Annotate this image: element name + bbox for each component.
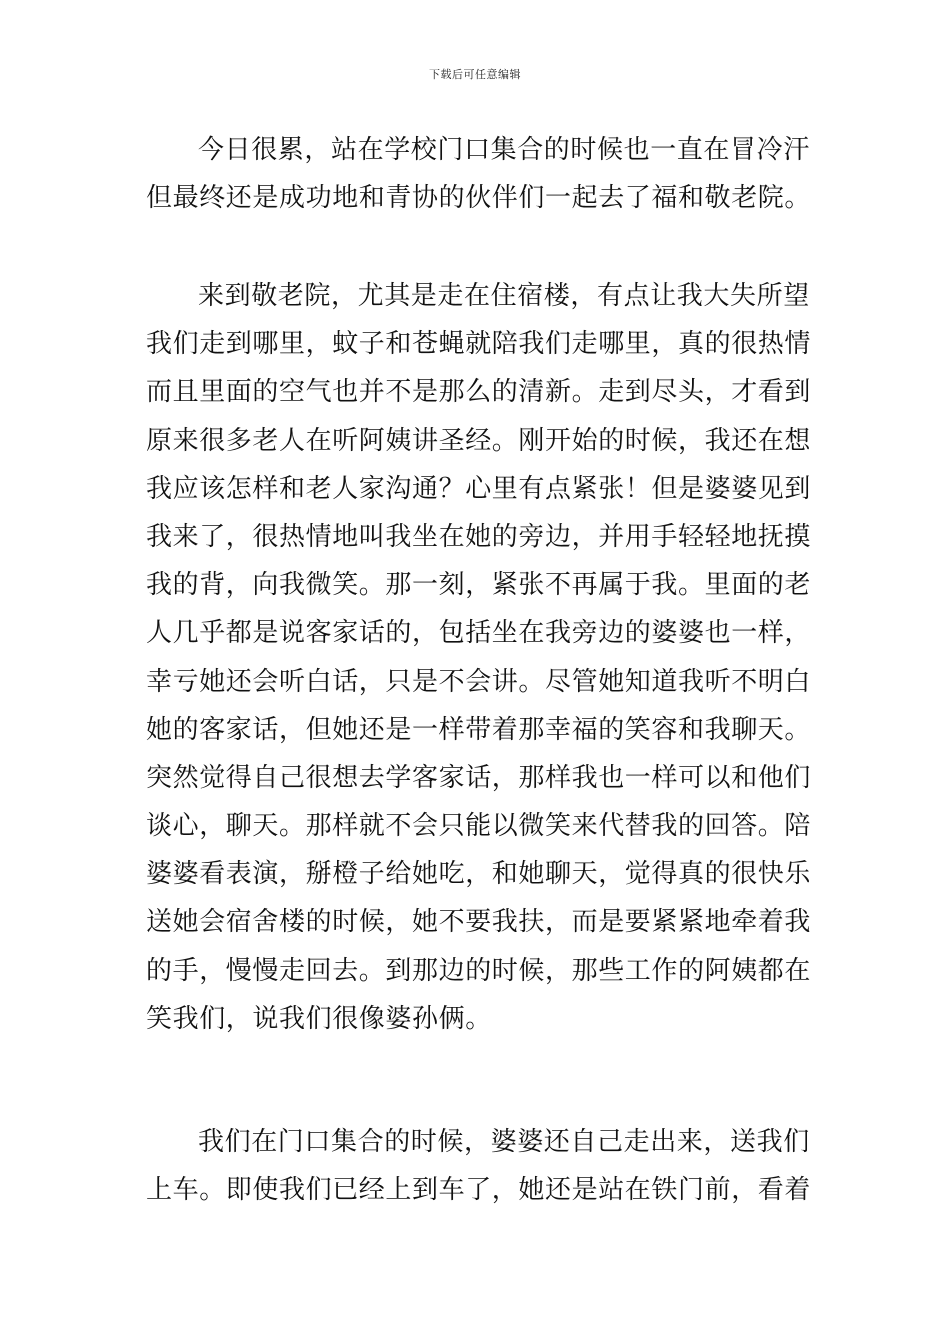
paragraph-2 (146, 272, 814, 1043)
text-line: 而且里面的空气也并不是那么的清新。走到尽头，才看到 (146, 377, 812, 408)
text-line: 我应该怎样和老人家沟通？心里有点紧张！但是婆婆见到 (146, 473, 812, 504)
text-line: 但最终还是成功地和青协的伙伴们一起去了福和敬老院。 (146, 183, 812, 214)
text-line: 突然觉得自己很想去学客家话，那样我也一样可以和他们 (146, 762, 812, 793)
text-line: 我们走到哪里，蚊子和苍蝇就陪我们走哪里，真的很热情 (146, 329, 812, 360)
text-line: 送她会宿舍楼的时候，她不要我扶，而是要紧紧地牵着我 (146, 907, 812, 938)
text-line: 婆婆看表演，掰橙子给她吃，和她聊天，觉得真的很快乐 (146, 859, 812, 890)
text-line: 来到敬老院，尤其是走在住宿楼，有点让我大失所望 (198, 281, 810, 311)
header-note: 下载后可任意编辑 (429, 68, 521, 81)
paragraph-3 (146, 1118, 814, 1214)
text-line: 笑我们，说我们很像婆孙俩。 (146, 1003, 492, 1034)
text-line: 的手，慢慢走回去。到那边的时候，那些工作的阿姨都在 (146, 955, 812, 986)
text-line: 我的背，向我微笑。那一刻，紧张不再属于我。里面的老 (146, 570, 812, 601)
text-line: 幸亏她还会听白话，只是不会讲。尽管她知道我听不明白 (146, 666, 812, 697)
text-line: 她的客家话，但她还是一样带着那幸福的笑容和我聊天。 (146, 714, 812, 745)
text-line: 谈心，聊天。那样就不会只能以微笑来代替我的回答。陪 (146, 811, 812, 842)
text-line: 人几乎都是说客家话的，包括坐在我旁边的婆婆也一样， (146, 618, 812, 649)
text-line: 我来了，很热情地叫我坐在她的旁边，并用手轻轻地抚摸 (146, 521, 812, 552)
text-line: 我们在门口集合的时候，婆婆还自己走出来，送我们 (198, 1127, 810, 1157)
paragraph-1 (146, 126, 814, 222)
text-line: 原来很多老人在听阿姨讲圣经。刚开始的时候，我还在想 (146, 425, 812, 456)
text-line: 今日很累，站在学校门口集合的时候也一直在冒冷汗 (198, 135, 810, 165)
text-line: 上车。即使我们已经上到车了，她还是站在铁门前，看着 (146, 1175, 812, 1206)
